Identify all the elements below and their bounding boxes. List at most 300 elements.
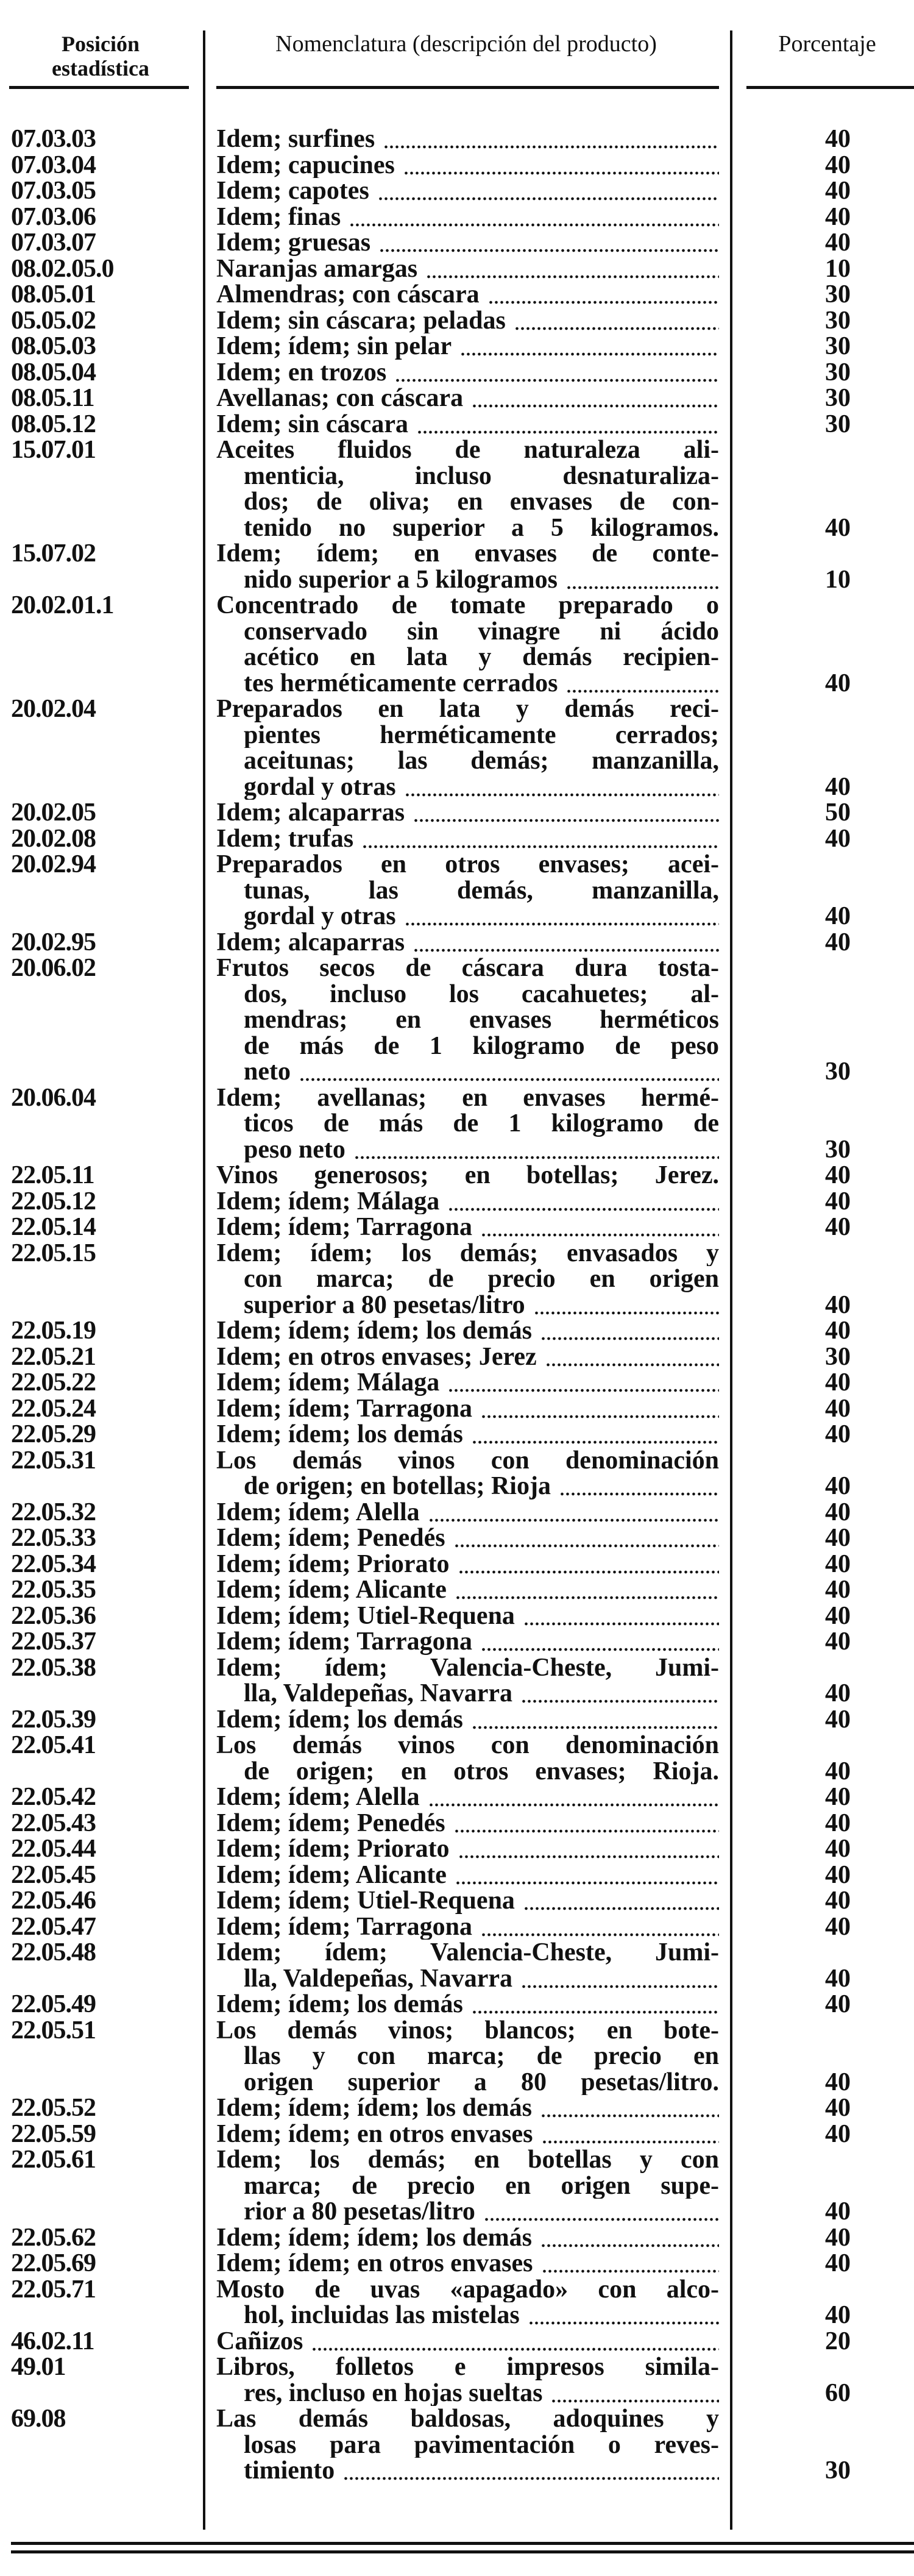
product-description <box>204 2354 731 2406</box>
description-line <box>216 1603 719 1629</box>
description-text: Idem; ídem; Priorato <box>216 1551 450 1577</box>
percentage-value: 40 <box>825 1498 851 1526</box>
position-code: 08.02.05.0 <box>11 254 114 283</box>
description-line <box>216 308 719 334</box>
description-line <box>216 930 719 956</box>
description-line <box>216 1914 719 1940</box>
description-text: tes herméticamente cerrados <box>244 670 558 696</box>
position-code: 46.02.11 <box>11 2327 94 2355</box>
dot-leader <box>540 2225 719 2251</box>
description-line <box>216 1888 719 1914</box>
description-line <box>216 1862 719 1888</box>
percentage-value: 40 <box>825 1964 851 1993</box>
position-code: 22.05.14 <box>11 1213 96 1241</box>
description-line: tenido no superior a 5 kilogramos. <box>244 514 719 541</box>
product-description <box>204 1862 731 1888</box>
product-description <box>204 385 731 411</box>
header-percentage: Porcentaje <box>778 31 876 57</box>
description-line <box>216 903 719 930</box>
dot-leader <box>566 671 719 697</box>
description-line: de más de 1 kilogramo de peso <box>244 1033 719 1059</box>
percentage-value: 30 <box>825 410 851 438</box>
position-code: 22.05.41 <box>11 1731 96 1759</box>
dot-leader <box>528 2302 719 2329</box>
description-text: lla, Valdepeñas, Navarra <box>244 1965 513 1991</box>
position-code: 22.05.15 <box>11 1239 96 1267</box>
dot-leader <box>540 2095 719 2121</box>
tariff-table <box>0 126 914 2484</box>
description-line <box>216 1681 719 1707</box>
product-description <box>204 1421 731 1448</box>
table-row <box>0 1318 914 1344</box>
product-description <box>204 1162 731 1189</box>
product-description <box>204 592 731 696</box>
position-code: 08.05.04 <box>11 358 96 386</box>
percentage-value: 40 <box>825 772 851 801</box>
description-line <box>216 800 719 826</box>
header-rule-percentage <box>746 86 914 89</box>
percentage-value: 40 <box>825 1394 851 1423</box>
percentage-value: 40 <box>825 824 851 853</box>
description-line: Las demás baldosas, adoquines y <box>216 2406 719 2432</box>
table-row <box>0 1707 914 1733</box>
dot-leader <box>458 1836 719 1862</box>
description-line <box>216 1318 719 1344</box>
dot-leader <box>417 411 719 438</box>
percentage-value: 40 <box>825 1990 851 2018</box>
product-description <box>204 2225 731 2251</box>
table-row <box>0 955 914 1085</box>
product-description <box>204 178 731 204</box>
description-text: Idem; ídem; Priorato <box>216 1836 450 1862</box>
description-line <box>216 671 719 697</box>
description-line: Vinos generosos; en botellas; Jerez. <box>216 1162 719 1189</box>
table-row <box>0 2354 914 2406</box>
percentage-value: 40 <box>825 1912 851 1941</box>
dot-leader <box>458 1551 719 1578</box>
description-line <box>216 1214 719 1240</box>
percentage-value: 40 <box>825 2119 851 2148</box>
description-line: Idem; ídem; en envases de conte- <box>216 541 719 567</box>
position-code: 22.05.59 <box>11 2119 96 2148</box>
percentage-value: 40 <box>825 1835 851 1863</box>
percentage-value: 40 <box>825 202 851 231</box>
percentage-value: 30 <box>825 384 851 412</box>
description-text: superior a 80 pesetas/litro <box>244 1292 525 1318</box>
table-row <box>0 1500 914 1526</box>
percentage-value: 40 <box>825 1290 851 1319</box>
description-line <box>216 282 719 308</box>
position-code: 07.03.06 <box>11 202 96 231</box>
percentage-value: 40 <box>825 1368 851 1397</box>
product-description <box>204 1396 731 1422</box>
table-row <box>0 385 914 411</box>
description-line <box>216 256 719 282</box>
position-code: 22.05.38 <box>11 1653 96 1682</box>
dot-leader <box>428 1500 719 1526</box>
table-row <box>0 126 914 152</box>
percentage-value: 30 <box>825 280 851 308</box>
product-description <box>204 1448 731 1500</box>
position-code: 22.05.35 <box>11 1576 96 1604</box>
description-text: Idem; ídem; Tarragona <box>216 1629 472 1655</box>
product-description <box>204 955 731 1085</box>
percentage-value: 40 <box>825 1860 851 1889</box>
table-row <box>0 1732 914 1784</box>
table-row <box>0 1421 914 1448</box>
dot-leader <box>311 2329 719 2355</box>
dot-leader <box>454 1810 719 1837</box>
description-text: Naranjas amargas <box>216 255 418 282</box>
description-text: Idem; ídem; sin pelar <box>216 333 452 360</box>
product-description <box>204 360 731 386</box>
table-row <box>0 1655 914 1707</box>
product-description <box>204 1344 731 1370</box>
position-code: 08.05.01 <box>11 280 96 308</box>
percentage-value: 30 <box>825 1058 851 1086</box>
position-code: 20.06.02 <box>11 954 96 982</box>
percentage-value: 40 <box>825 902 851 930</box>
product-description <box>204 2095 731 2121</box>
percentage-value: 40 <box>825 1576 851 1604</box>
percentage-value: 50 <box>825 799 851 827</box>
percentage-value: 40 <box>825 1317 851 1345</box>
dot-leader <box>472 1421 719 1448</box>
dot-leader <box>455 1577 719 1603</box>
product-description <box>204 2250 731 2277</box>
percentage-value: 40 <box>825 1809 851 1837</box>
description-text: Idem; trufas <box>216 825 354 852</box>
percentage-value: 40 <box>825 2094 851 2122</box>
position-code: 22.05.37 <box>11 1628 96 1656</box>
table-row <box>0 826 914 852</box>
product-description <box>204 204 731 230</box>
percentage-value: 60 <box>825 2379 851 2407</box>
table-row <box>0 333 914 360</box>
position-code: 22.05.31 <box>11 1446 96 1475</box>
description-line: acético en lata y demás recipien- <box>244 644 719 671</box>
table-row <box>0 1862 914 1888</box>
description-line <box>216 2329 719 2355</box>
position-code: 22.05.61 <box>11 2146 96 2174</box>
table-row <box>0 1784 914 1810</box>
description-line <box>216 774 719 800</box>
description-line <box>216 1577 719 1603</box>
description-line: Concentrado de tomate preparado o <box>216 592 719 619</box>
product-description <box>204 1577 731 1603</box>
position-code: 15.07.02 <box>11 539 96 568</box>
description-text: Idem; sin cáscara; peladas <box>216 307 506 333</box>
percentage-value: 30 <box>825 358 851 386</box>
percentage-value: 40 <box>825 177 851 205</box>
description-line: Idem; ídem; Valencia-Cheste, Jumi- <box>216 1654 719 1681</box>
description-line <box>216 1137 719 1163</box>
dot-leader <box>379 230 719 256</box>
description-line <box>216 1370 719 1396</box>
description-line: origen superior a 80 pesetas/litro. <box>244 2069 719 2095</box>
product-description <box>204 1500 731 1526</box>
table-row <box>0 1940 914 1991</box>
position-code: 69.08 <box>11 2405 66 2433</box>
dot-leader <box>413 930 719 956</box>
dot-leader <box>403 152 719 179</box>
dot-leader <box>551 2380 719 2407</box>
description-line <box>216 1966 719 1992</box>
table-row <box>0 1629 914 1655</box>
description-line <box>216 1473 719 1500</box>
description-text: nido superior a 5 kilogramos <box>244 566 558 592</box>
percentage-value: 40 <box>825 1187 851 1215</box>
product-description <box>204 1888 731 1914</box>
product-description <box>204 1370 731 1396</box>
header-position <box>0 32 201 80</box>
product-description <box>204 1810 731 1837</box>
description-line: Los demás vinos con denominación <box>216 1732 719 1759</box>
table-row <box>0 2225 914 2251</box>
description-line <box>216 2458 719 2484</box>
product-description <box>204 2018 731 2096</box>
table-row <box>0 2406 914 2484</box>
description-text: Idem; ídem; ídem; los demás <box>216 2224 532 2250</box>
table-row <box>0 2329 914 2355</box>
percentage-value: 20 <box>825 2327 851 2355</box>
description-text: Idem; sin cáscara <box>216 411 408 437</box>
description-line: ticos de más de 1 kilogramo de <box>244 1111 719 1137</box>
description-text: Idem; en otros envases; Jerez <box>216 1343 537 1370</box>
percentage-value: 40 <box>825 2249 851 2277</box>
dot-leader <box>481 1629 719 1655</box>
table-row <box>0 411 914 438</box>
description-text: Idem; ídem; Utiel-Requena <box>216 1888 515 1914</box>
percentage-value: 40 <box>825 1472 851 1500</box>
table-row <box>0 308 914 334</box>
description-line: Idem; avellanas; en envases hermé- <box>216 1084 719 1111</box>
table-row <box>0 1551 914 1578</box>
percentage-value: 40 <box>825 1887 851 1915</box>
product-description <box>204 437 731 541</box>
header-position-line1: Posición <box>61 32 140 56</box>
description-text: Idem; ídem; Alella <box>216 1784 420 1810</box>
position-code: 22.05.21 <box>11 1342 96 1371</box>
position-code: 22.05.29 <box>11 1420 96 1448</box>
position-code: 08.05.12 <box>11 410 96 438</box>
description-line <box>216 2250 719 2277</box>
position-code: 22.05.48 <box>11 1938 96 1966</box>
position-code: 22.05.42 <box>11 1783 96 1811</box>
description-text: neto <box>244 1059 291 1085</box>
description-text: Idem; gruesas <box>216 230 371 256</box>
table-row <box>0 230 914 256</box>
position-code: 15.07.01 <box>11 436 96 464</box>
description-line <box>216 1292 719 1318</box>
product-description <box>204 1318 731 1344</box>
description-text: Idem; ídem; en otros envases <box>216 2250 533 2277</box>
description-text: Idem; ídem; Penedés <box>216 1525 445 1551</box>
product-description <box>204 308 731 334</box>
percentage-value: 30 <box>825 2457 851 2485</box>
dot-leader <box>362 826 719 852</box>
percentage-value: 40 <box>825 1757 851 1785</box>
percentage-value: 40 <box>825 1601 851 1630</box>
product-description <box>204 1085 731 1163</box>
description-text: Idem; ídem; Málaga <box>216 1188 440 1214</box>
product-description <box>204 1991 731 2018</box>
description-text: Idem; ídem; ídem; los demás <box>216 2095 532 2121</box>
dot-leader <box>405 903 719 930</box>
percentage-value: 40 <box>825 2068 851 2096</box>
table-row <box>0 800 914 826</box>
percentage-value: 40 <box>825 1628 851 1656</box>
position-code: 07.03.07 <box>11 229 96 257</box>
table-row <box>0 592 914 696</box>
description-line <box>216 1551 719 1578</box>
dot-leader <box>472 1707 719 1733</box>
percentage-value: 40 <box>825 1161 851 1189</box>
description-line <box>216 360 719 386</box>
position-code: 22.05.46 <box>11 1887 96 1915</box>
table-row <box>0 1603 914 1629</box>
description-text: Idem; capotes <box>216 178 369 204</box>
dot-leader <box>448 1370 719 1396</box>
product-description <box>204 930 731 956</box>
description-line <box>216 152 719 179</box>
description-text: Cañizos <box>216 2328 303 2354</box>
description-text: Idem; finas <box>216 204 341 230</box>
position-code: 22.05.24 <box>11 1394 96 1423</box>
position-code: 49.01 <box>11 2353 66 2381</box>
description-line <box>216 2302 719 2329</box>
percentage-value: 40 <box>825 2223 851 2252</box>
description-line <box>216 1189 719 1215</box>
description-text: Idem; ídem; Utiel-Requena <box>216 1603 515 1629</box>
description-line <box>216 2225 719 2251</box>
description-text: Idem; ídem; Alicante <box>216 1577 447 1603</box>
product-description <box>204 333 731 360</box>
dot-leader <box>484 2199 719 2225</box>
dot-leader <box>354 1137 719 1163</box>
percentage-value: 40 <box>825 2301 851 2329</box>
description-line <box>216 411 719 438</box>
position-code: 22.05.45 <box>11 1860 96 1889</box>
description-text: Idem; ídem; ídem; los demás <box>216 1318 532 1344</box>
table-row <box>0 282 914 308</box>
product-description <box>204 2406 731 2484</box>
dot-leader <box>523 1603 719 1629</box>
percentage-value: 40 <box>825 669 851 697</box>
position-code: 20.02.05 <box>11 799 96 827</box>
dot-leader <box>349 204 719 230</box>
product-description <box>204 126 731 152</box>
product-description <box>204 152 731 179</box>
table-row <box>0 152 914 179</box>
position-code: 20.02.94 <box>11 850 96 878</box>
dot-leader <box>521 1681 719 1707</box>
dot-leader <box>559 1473 719 1500</box>
dot-leader <box>542 2121 719 2147</box>
description-line <box>216 1629 719 1655</box>
header-rule-position <box>9 86 189 89</box>
table-row <box>0 1344 914 1370</box>
description-text: Idem; alcaparras <box>216 800 405 826</box>
percentage-value: 40 <box>825 2197 851 2226</box>
product-description <box>204 1551 731 1578</box>
description-line <box>216 1500 719 1526</box>
product-description <box>204 696 731 800</box>
dot-leader <box>454 1525 719 1551</box>
dot-leader <box>413 800 719 826</box>
table-row <box>0 852 914 930</box>
product-description <box>204 1707 731 1733</box>
description-text: lla, Valdepeñas, Navarra <box>244 1681 513 1707</box>
product-description <box>204 1603 731 1629</box>
description-line: losas para pavimentación o reves- <box>244 2432 719 2458</box>
product-description <box>204 2329 731 2355</box>
position-code: 22.05.34 <box>11 1550 96 1578</box>
position-code: 22.05.43 <box>11 1809 96 1837</box>
percentage-value: 40 <box>825 1783 851 1811</box>
product-description <box>204 1189 731 1215</box>
position-code: 22.05.22 <box>11 1368 96 1397</box>
table-row <box>0 1810 914 1837</box>
description-line <box>216 1784 719 1810</box>
dot-leader <box>523 1888 719 1914</box>
dot-leader <box>545 1344 719 1370</box>
percentage-value: 40 <box>825 229 851 257</box>
description-line <box>216 1396 719 1422</box>
header-position-line2: estadística <box>52 56 149 80</box>
dot-leader <box>455 1862 719 1888</box>
dot-leader <box>448 1189 719 1215</box>
description-text: Idem; ídem; los demás <box>216 1991 463 2018</box>
description-line <box>216 1525 719 1551</box>
position-code: 22.05.52 <box>11 2094 96 2122</box>
table-row <box>0 1525 914 1551</box>
position-code: 22.05.62 <box>11 2223 96 2252</box>
percentage-value: 40 <box>825 1705 851 1734</box>
table-row <box>0 1448 914 1500</box>
table-row <box>0 2277 914 2329</box>
dot-leader <box>426 256 719 282</box>
table-row <box>0 2095 914 2121</box>
table-row <box>0 1914 914 1940</box>
table-row <box>0 1991 914 2018</box>
description-line: Idem; ídem; Valencia-Cheste, Jumi- <box>216 1940 719 1966</box>
description-line: mendras; en envases herméticos <box>244 1007 719 1033</box>
product-description <box>204 1836 731 1862</box>
table-row <box>0 1085 914 1163</box>
description-text: gordal y otras <box>244 903 396 930</box>
dot-leader <box>540 1318 719 1344</box>
description-line <box>216 2121 719 2147</box>
position-code: 07.03.05 <box>11 177 96 205</box>
description-text: Idem; ídem; los demás <box>216 1706 463 1732</box>
dot-leader <box>481 1396 719 1422</box>
dot-leader <box>521 1966 719 1992</box>
product-description <box>204 1240 731 1318</box>
description-text: res, incluso en hojas sueltas <box>244 2380 543 2406</box>
position-code: 22.05.51 <box>11 2016 96 2044</box>
description-text: Idem; ídem; en otros envases <box>216 2121 533 2147</box>
dot-leader <box>383 126 719 152</box>
description-text: Idem; ídem; Tarragona <box>216 1214 472 1240</box>
table-row <box>0 1888 914 1914</box>
product-description <box>204 826 731 852</box>
table-row <box>0 1836 914 1862</box>
table-row <box>0 1396 914 1422</box>
description-text: rior a 80 pesetas/litro <box>244 2199 475 2225</box>
position-code: 22.05.71 <box>11 2275 96 2304</box>
position-code: 22.05.69 <box>11 2249 96 2277</box>
